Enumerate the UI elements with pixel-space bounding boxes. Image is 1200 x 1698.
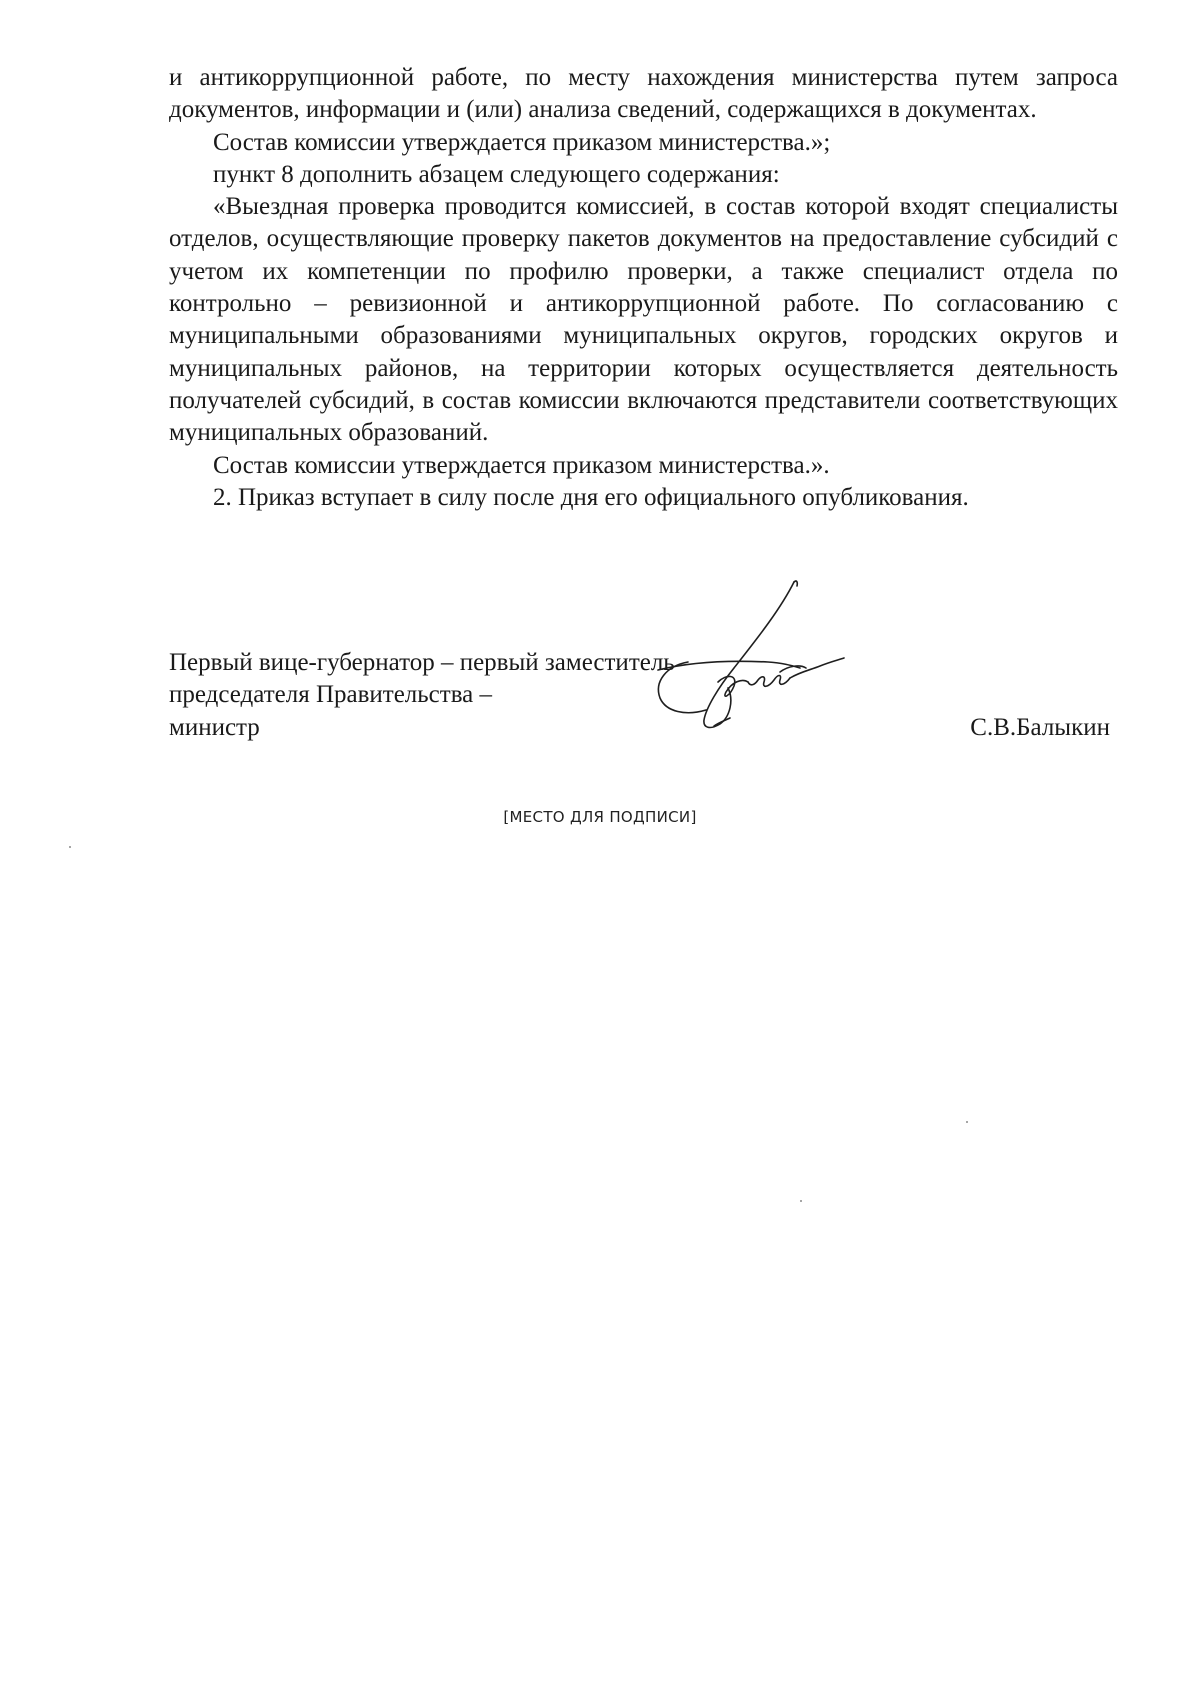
signatory-block (169, 647, 1118, 744)
signatory-title-line-2: председателя Правительства – (169, 681, 493, 709)
signatory-title-line-3: министр (169, 713, 260, 741)
paragraph-commission-composition: Состав комиссии утверждается приказом министерства.»; (213, 128, 831, 156)
signatory-title-line-1: Первый вице-губернатор – первый заместитель (169, 649, 675, 676)
paragraph-commission-composition-2: Состав комиссии утверждается приказом министерства.». (213, 451, 830, 479)
scan-speck (800, 1200, 802, 1202)
paragraph-field-inspection: «Выездная проверка проводится комиссией, в состав которой входят специалисты отделов, осуществляющие проверку пакетов документов на предоставление субсидий с учетом их компетенции по профилю проверки, а также специалист отдела по контрольно – ревизионной и антикоррупционной работе. По согласованию с муниципальными образованиями муниципальных округов, городских округов и муниципальных районов, на территории которых осуществляется деятельность получателей субсидий, в состав комиссии включаются представители соответствующих муниципальных образований. (169, 193, 1118, 447)
scan-speck (966, 1121, 968, 1123)
paragraph-point-8: пункт 8 дополнить абзацем следующего содержания: (213, 160, 780, 188)
document-body (169, 62, 1118, 514)
signature-placeholder: [МЕСТО ДЛЯ ПОДПИСИ] (503, 808, 697, 826)
signatory-name: С.В.Балыкин (970, 713, 1110, 741)
paragraph-continuation: и антикоррупционной работе, по месту нахождения министерства путем запроса документов, информации и (или) анализа сведений, содержащихся в документах. (169, 64, 1118, 124)
paragraph-entry-into-force: 2. Приказ вступает в силу после дня его официального опубликования. (213, 483, 969, 511)
scan-speck (69, 846, 71, 848)
